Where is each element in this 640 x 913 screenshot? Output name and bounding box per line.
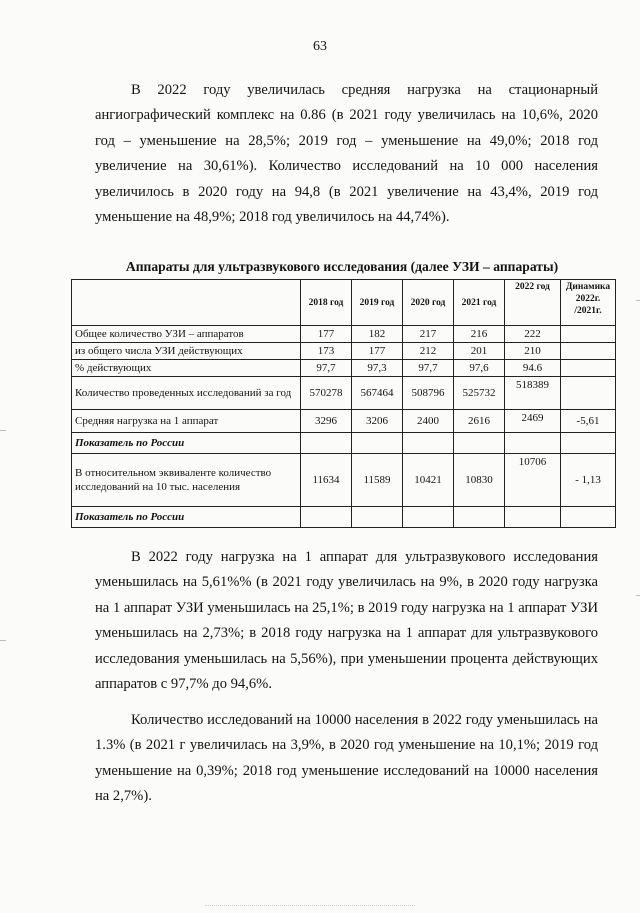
table-row: [72, 433, 616, 454]
row-label: Общее количество УЗИ – аппаратов: [72, 326, 301, 343]
cell-value: 525732: [454, 377, 505, 410]
cell-value: [301, 507, 352, 528]
cell-value: [403, 433, 454, 454]
header-2019: 2019 год: [352, 280, 403, 326]
row-label: В относительном эквиваленте количество исследований на 10 тыс. населения: [72, 454, 301, 507]
table-row: [72, 360, 616, 377]
cell-value: 10706: [505, 454, 561, 507]
row-label: Количество проведенных исследований за год: [72, 377, 301, 410]
cell-value: - 1,13: [561, 454, 616, 507]
page-number: 63: [313, 39, 327, 54]
header-2020: 2020 год: [403, 280, 454, 326]
cell-value: [561, 433, 616, 454]
cell-value: 2469: [505, 410, 561, 433]
cell-value: [352, 507, 403, 528]
cell-value: 212: [403, 343, 454, 360]
header-2021: 2021 год: [454, 280, 505, 326]
cell-value: 94.6: [505, 360, 561, 377]
cell-value: 2400: [403, 410, 454, 433]
cell-value: 177: [352, 343, 403, 360]
cell-value: 518389: [505, 377, 561, 410]
scan-edge-line: [205, 905, 415, 906]
table-header-row: [72, 280, 616, 326]
cell-value: 567464: [352, 377, 403, 410]
cell-value: 182: [352, 326, 403, 343]
table-row: [72, 507, 616, 528]
cell-value: 97,6: [454, 360, 505, 377]
margin-mark: [636, 300, 640, 301]
paragraph-studies-per-population: Количество исследований на 10000 населения в 2022 году уменьшилась на 1.3% (в 2021 г увеличилась на 3,9%, в 2020 год уменьшение на 10,1%; 2019 год уменьшение на 0,39%; 2018 год уменьшение исследований на 10000 населения на 2,7%).: [95, 712, 598, 805]
cell-value: [561, 326, 616, 343]
cell-value: 217: [403, 326, 454, 343]
row-label: из общего числа УЗИ действующих: [72, 343, 301, 360]
header-2022: 2022 год: [505, 280, 561, 326]
cell-value: [301, 433, 352, 454]
margin-mark: [0, 430, 6, 431]
header-2018: 2018 год: [301, 280, 352, 326]
cell-value: 11634: [301, 454, 352, 507]
paragraph-angiography: В 2022 году увеличилась средняя нагрузка на стационарный ангиографический комплекс на 0.86 (в 2021 году увеличилась на 10,6%, 2020 год – уменьшение на 28,5%; 2019 год – уменьшение на 49,0%; 2018 год увеличение на 30,61%). Количество исследований на 10 000 населения увеличилось в 2020 году на 94,8 (в 2021 увеличение на 43,4%, 2019 год уменьшение на 48,9%; 2018 год увеличилось на 44,74%).: [95, 82, 598, 226]
cell-value: 97,7: [403, 360, 454, 377]
cell-value: 216: [454, 326, 505, 343]
cell-value: 97,7: [301, 360, 352, 377]
cell-value: 570278: [301, 377, 352, 410]
cell-value: [403, 507, 454, 528]
cell-value: 97,3: [352, 360, 403, 377]
cell-value: 508796: [403, 377, 454, 410]
header-empty: [72, 280, 301, 326]
cell-value: -5,61: [561, 410, 616, 433]
cell-value: [561, 377, 616, 410]
header-dynamics: Динамика 2022г. /2021г.: [561, 280, 616, 326]
cell-value: [561, 343, 616, 360]
paragraph-ultrasound-load: В 2022 году нагрузка на 1 аппарат для ультразвукового исследования уменьшилась на 5,61%% (в 2021 году увеличилась на 9%, в 2020 году нагрузка на 1 аппарат УЗИ уменьшилась на 25,1%; в 2019 году нагрузка на 1 аппарат УЗИ уменьшилась на 2,73%; в 2018 году нагрузка на 1 аппарат для ультразвукового исследования уменьшилась на 5,56%), при уменьшении процента действующих аппаратов с 97,7% до 94,6%.: [95, 549, 598, 693]
margin-mark: [0, 640, 6, 641]
table-row: [72, 377, 616, 410]
cell-value: 177: [301, 326, 352, 343]
cell-value: 173: [301, 343, 352, 360]
cell-value: 2616: [454, 410, 505, 433]
cell-value: [454, 507, 505, 528]
row-label: Средняя нагрузка на 1 аппарат: [72, 410, 301, 433]
row-label: Показатель по России: [72, 507, 301, 528]
cell-value: 222: [505, 326, 561, 343]
cell-value: [505, 507, 561, 528]
table-row: [72, 326, 616, 343]
cell-value: 3206: [352, 410, 403, 433]
table-title: Аппараты для ультразвукового исследования (далее УЗИ – аппараты): [125, 259, 559, 274]
row-label: % действующих: [72, 360, 301, 377]
cell-value: 3296: [301, 410, 352, 433]
cell-value: [352, 433, 403, 454]
margin-mark: [636, 595, 640, 596]
cell-value: 210: [505, 343, 561, 360]
cell-value: [561, 507, 616, 528]
cell-value: [505, 433, 561, 454]
cell-value: 201: [454, 343, 505, 360]
row-label: Показатель по России: [72, 433, 301, 454]
cell-value: [561, 360, 616, 377]
cell-value: 10421: [403, 454, 454, 507]
cell-value: 11589: [352, 454, 403, 507]
cell-value: [454, 433, 505, 454]
table-row: [72, 410, 616, 433]
table-row: [72, 454, 616, 507]
ultrasound-table: [71, 279, 616, 528]
table-row: [72, 343, 616, 360]
cell-value: 10830: [454, 454, 505, 507]
